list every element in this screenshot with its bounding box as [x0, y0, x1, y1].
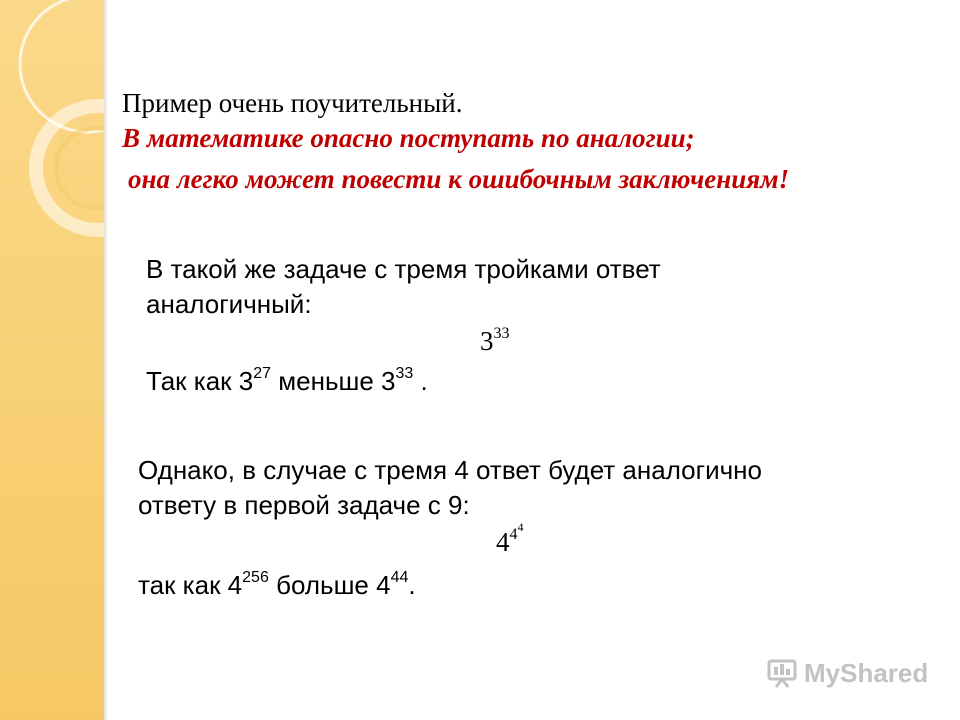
threes-reason [146, 366, 428, 396]
threes-answer [480, 326, 510, 357]
threes-text-line-2: аналогичный: [146, 289, 312, 319]
fours-text-line-1: Однако, в случае с тремя 4 ответ будет аналогично [138, 455, 762, 485]
sidebar-divider [104, 0, 107, 720]
threes-reason-exponent-2: 33 [395, 365, 414, 382]
threes-reason-suffix: . [413, 366, 428, 396]
fours-reason-suffix: . [408, 570, 416, 600]
threes-reason-exponent-1: 27 [253, 365, 272, 382]
watermark-text: MyShared [804, 657, 929, 688]
decorative-circles [0, 0, 106, 720]
fours-answer-base: 4 [496, 527, 510, 557]
threes-reason-middle: меньше 3 [271, 366, 396, 396]
fours-answer-exponent-exponent: 4 [517, 520, 524, 534]
fours-reason [138, 570, 416, 600]
fours-text-line-2: ответу в первой задаче с 9: [138, 490, 470, 520]
warning-line-2: она легко может повести к ошибочным заключениям! [128, 164, 790, 194]
decorative-sidebar [0, 0, 106, 720]
threes-reason-prefix: Так как 3 [146, 366, 254, 396]
watermark-logo [766, 655, 928, 691]
fours-reason-exponent-2: 44 [390, 569, 409, 586]
fours-reason-middle: больше 4 [268, 570, 391, 600]
fours-reason-prefix: так как 4 [138, 570, 243, 600]
threes-answer-exponent: 33 [493, 325, 510, 342]
presentation-board-icon [766, 657, 798, 689]
intro-text: Пример очень поучительный. [122, 88, 463, 118]
fours-reason-exponent-1: 256 [242, 569, 269, 586]
threes-answer-base: 3 [480, 326, 494, 356]
fours-answer [496, 520, 524, 558]
warning-line-1: В математике опасно поступать по аналогии; [122, 123, 695, 153]
fours-answer-exponent-base: 4 [509, 526, 518, 543]
threes-text-line-1: В такой же задаче с тремя тройками ответ [146, 254, 661, 284]
